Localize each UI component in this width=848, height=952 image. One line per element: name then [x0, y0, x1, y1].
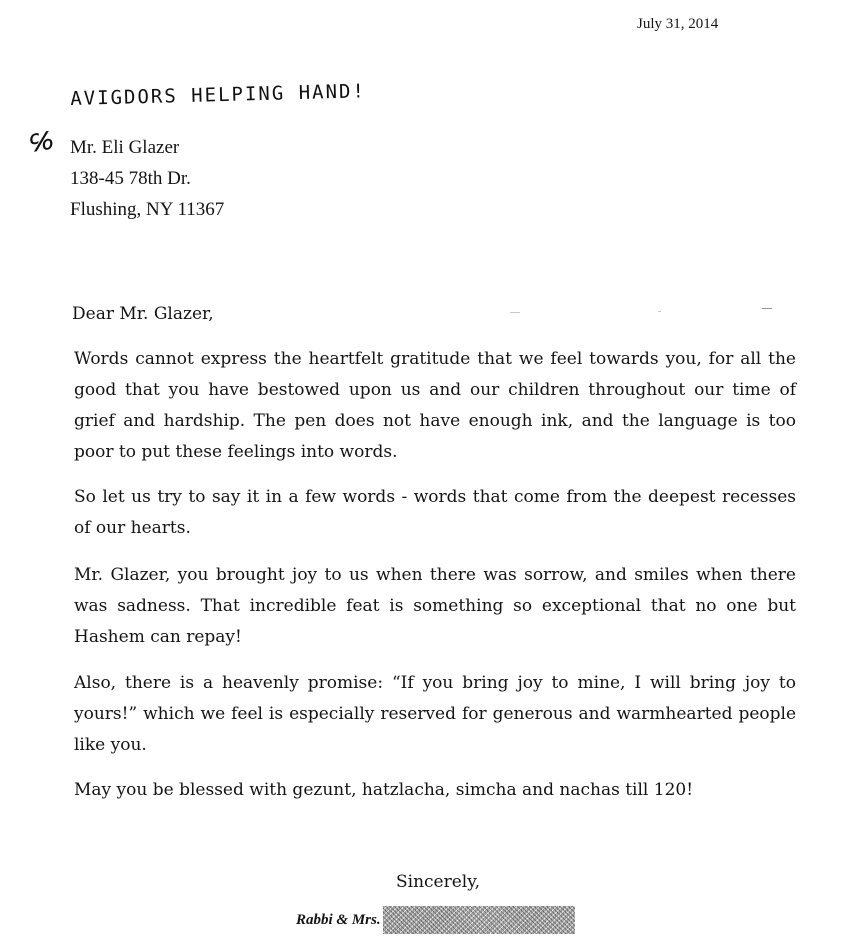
redacted-signature [383, 906, 575, 934]
signature-prefix: Rabbi & Mrs. [296, 911, 381, 928]
signature [296, 906, 575, 934]
handwritten-note: AVIGDORS HELPING HAND! [70, 80, 367, 110]
body-paragraph: May you be blessed with gezunt, hatzlacha, simcha and nachas till 120! [74, 780, 694, 800]
recipient-street: 138-45 78th Dr. [70, 168, 191, 189]
body-paragraph: Words cannot express the heartfelt gratitude that we feel towards you, for all the good that you have bestowed upon us and our children throughout our time of grief and hardship. The pen does not have enough ink, and the language is too poor to put these feelings into words. [74, 349, 796, 462]
salutation: Dear Mr. Glazer, [72, 304, 214, 324]
recipient-city: Flushing, NY 11367 [70, 199, 225, 220]
body-paragraph: Also, there is a heavenly promise: “If you bring joy to mine, I will bring joy to yours!” which we feel is especially reserved for generous and warmhearted people like you. [74, 673, 796, 755]
scan-speck [510, 312, 520, 313]
scan-speck [658, 311, 661, 312]
care-of-mark: ℅ [28, 126, 56, 158]
recipient-address [70, 132, 224, 225]
scan-speck [762, 308, 772, 309]
letter-date: July 31, 2014 [637, 16, 719, 32]
body-paragraph: So let us try to say it in a few words - words that come from the deepest recesses of our hearts. [74, 487, 796, 538]
body-paragraph: Mr. Glazer, you brought joy to us when there was sorrow, and smiles when there was sadness. That incredible feat is something so exceptional that no one but Hashem can repay! [74, 565, 796, 647]
closing: Sincerely, [396, 872, 480, 892]
recipient-name: Mr. Eli Glazer [70, 137, 180, 158]
